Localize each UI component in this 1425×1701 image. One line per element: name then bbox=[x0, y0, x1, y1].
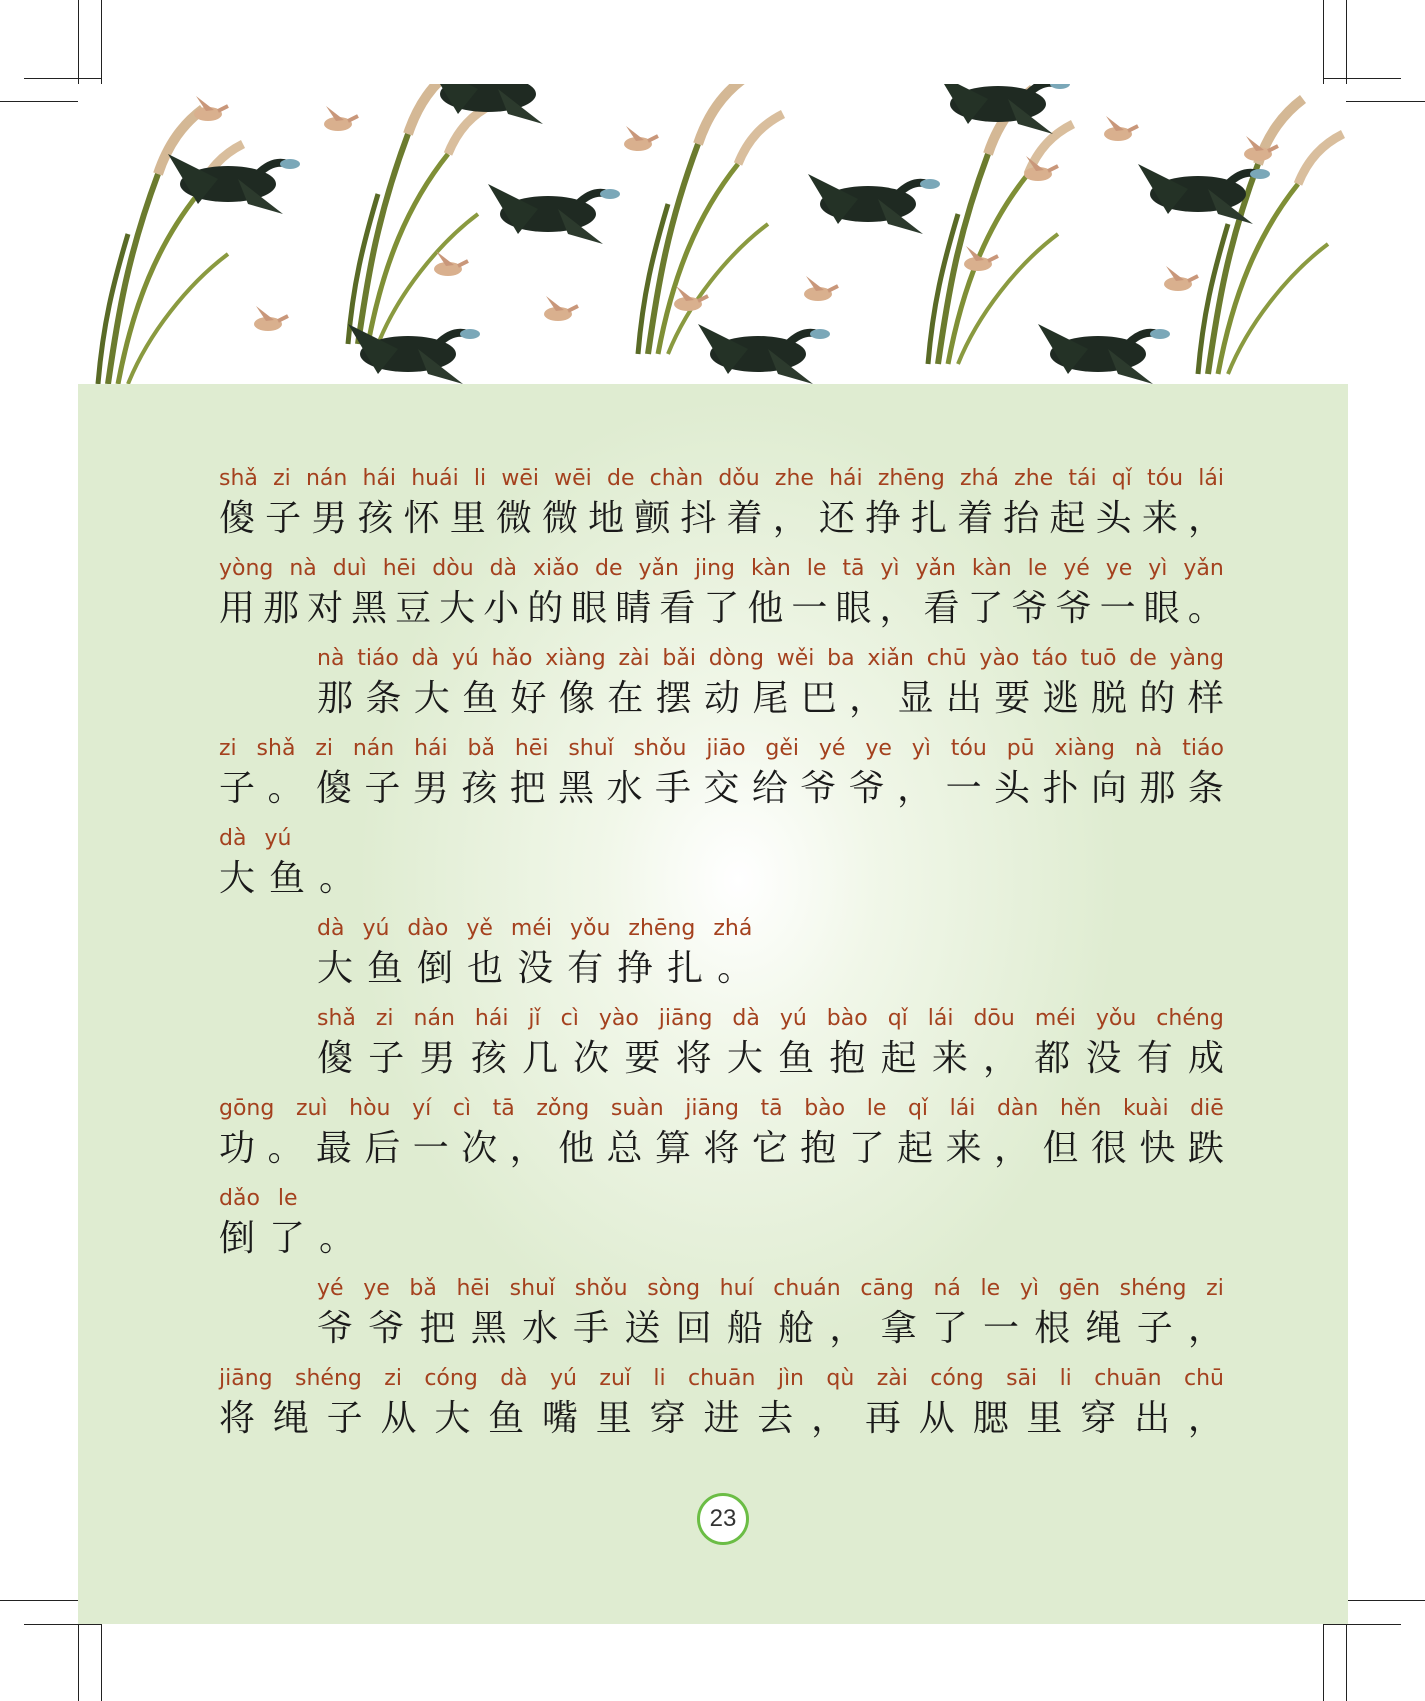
hanzi-row: 大 鱼 。 bbox=[219, 858, 356, 899]
crop-mark-tl-h2 bbox=[24, 78, 102, 79]
hanzi-row: 那 条 大 鱼 好 像 在 摆 动 尾 巴 ， 显 出 要 逃 脱 的 样 bbox=[317, 678, 1224, 719]
hanzi-row: 大 鱼 倒 也 没 有 挣 扎 。 bbox=[317, 948, 754, 989]
crop-mark-tr-h2 bbox=[1346, 101, 1425, 102]
hanzi-row: 傻 子 男 孩 怀 里 微 微 地 颤 抖 着 ， 还 挣 扎 着 抬 起 头 来 ， bbox=[219, 498, 1224, 539]
hanzi-row: 用 那 对 黑 豆 大 小 的 眼 睛 看 了 他 一 眼 ， 看 了 爷 爷 一 眼 。 bbox=[219, 588, 1224, 629]
text-panel bbox=[78, 384, 1348, 1624]
banner-illustration bbox=[78, 84, 1345, 384]
hanzi-row: 爷 爷 把 黑 水 手 送 回 船 舱 ， 拿 了 一 根 绳 子 ， bbox=[317, 1308, 1224, 1349]
pinyin-row: gōng zuì hòu yí cì tā zǒng suàn jiāng tā bào le qǐ lái dàn hěn kuài diē bbox=[219, 1096, 1224, 1121]
pinyin-row: shǎ zi nán hái jǐ cì yào jiāng dà yú bào qǐ lái dōu méi yǒu chéng bbox=[317, 1006, 1224, 1031]
pinyin-row: dà yú dào yě méi yǒu zhēng zhá bbox=[317, 916, 753, 941]
crop-mark-tr-h bbox=[1323, 78, 1401, 79]
page-number: 23 bbox=[697, 1493, 749, 1545]
hanzi-row: 傻 子 男 孩 几 次 要 将 大 鱼 抱 起 来 ， 都 没 有 成 bbox=[317, 1038, 1224, 1079]
crop-mark-bl-v2 bbox=[101, 1624, 102, 1701]
reeds-birds-pattern bbox=[78, 84, 1345, 384]
hanzi-row: 倒 了 。 bbox=[219, 1218, 356, 1259]
crop-mark-tl-v bbox=[78, 0, 79, 84]
hanzi-row: 功 。 最 后 一 次 ， 他 总 算 将 它 抱 了 起 来 ， 但 很 快 跌 bbox=[219, 1128, 1224, 1169]
pinyin-row: dǎo le bbox=[219, 1186, 298, 1211]
pinyin-row: yé ye bǎ hēi shuǐ shǒu sòng huí chuán cāng ná le yì gēn shéng zi bbox=[317, 1276, 1224, 1301]
pinyin-row: dà yú bbox=[219, 826, 292, 851]
crop-mark-br-v bbox=[1323, 1624, 1324, 1701]
pinyin-row: nà tiáo dà yú hǎo xiàng zài bǎi dòng wěi ba xiǎn chū yào táo tuō de yàng bbox=[317, 646, 1224, 671]
pinyin-row: shǎ zi nán hái huái li wēi wēi de chàn dǒu zhe hái zhēng zhá zhe tái qǐ tóu lái bbox=[219, 466, 1224, 491]
crop-mark-bl-h bbox=[0, 1600, 78, 1601]
pinyin-row: jiāng shéng zi cóng dà yú zuǐ li chuān jìn qù zài cóng sāi li chuān chū bbox=[219, 1366, 1224, 1391]
pinyin-row: yòng nà duì hēi dòu dà xiǎo de yǎn jing kàn le tā yì yǎn kàn le yé ye yì yǎn bbox=[219, 556, 1224, 581]
crop-mark-tr-v2 bbox=[1346, 0, 1347, 84]
pinyin-row: zi shǎ zi nán hái bǎ hēi shuǐ shǒu jiāo gěi yé ye yì tóu pū xiàng nà tiáo bbox=[219, 736, 1224, 761]
hanzi-row: 子 。 傻 子 男 孩 把 黑 水 手 交 给 爷 爷 ， 一 头 扑 向 那 条 bbox=[219, 768, 1224, 809]
hanzi-row: 将 绳 子 从 大 鱼 嘴 里 穿 进 去 ， 再 从 腮 里 穿 出 ， bbox=[219, 1398, 1224, 1439]
crop-mark-br-h bbox=[1346, 1600, 1425, 1601]
crop-mark-bl-h2 bbox=[24, 1624, 102, 1625]
crop-mark-br-h2 bbox=[1323, 1624, 1401, 1625]
